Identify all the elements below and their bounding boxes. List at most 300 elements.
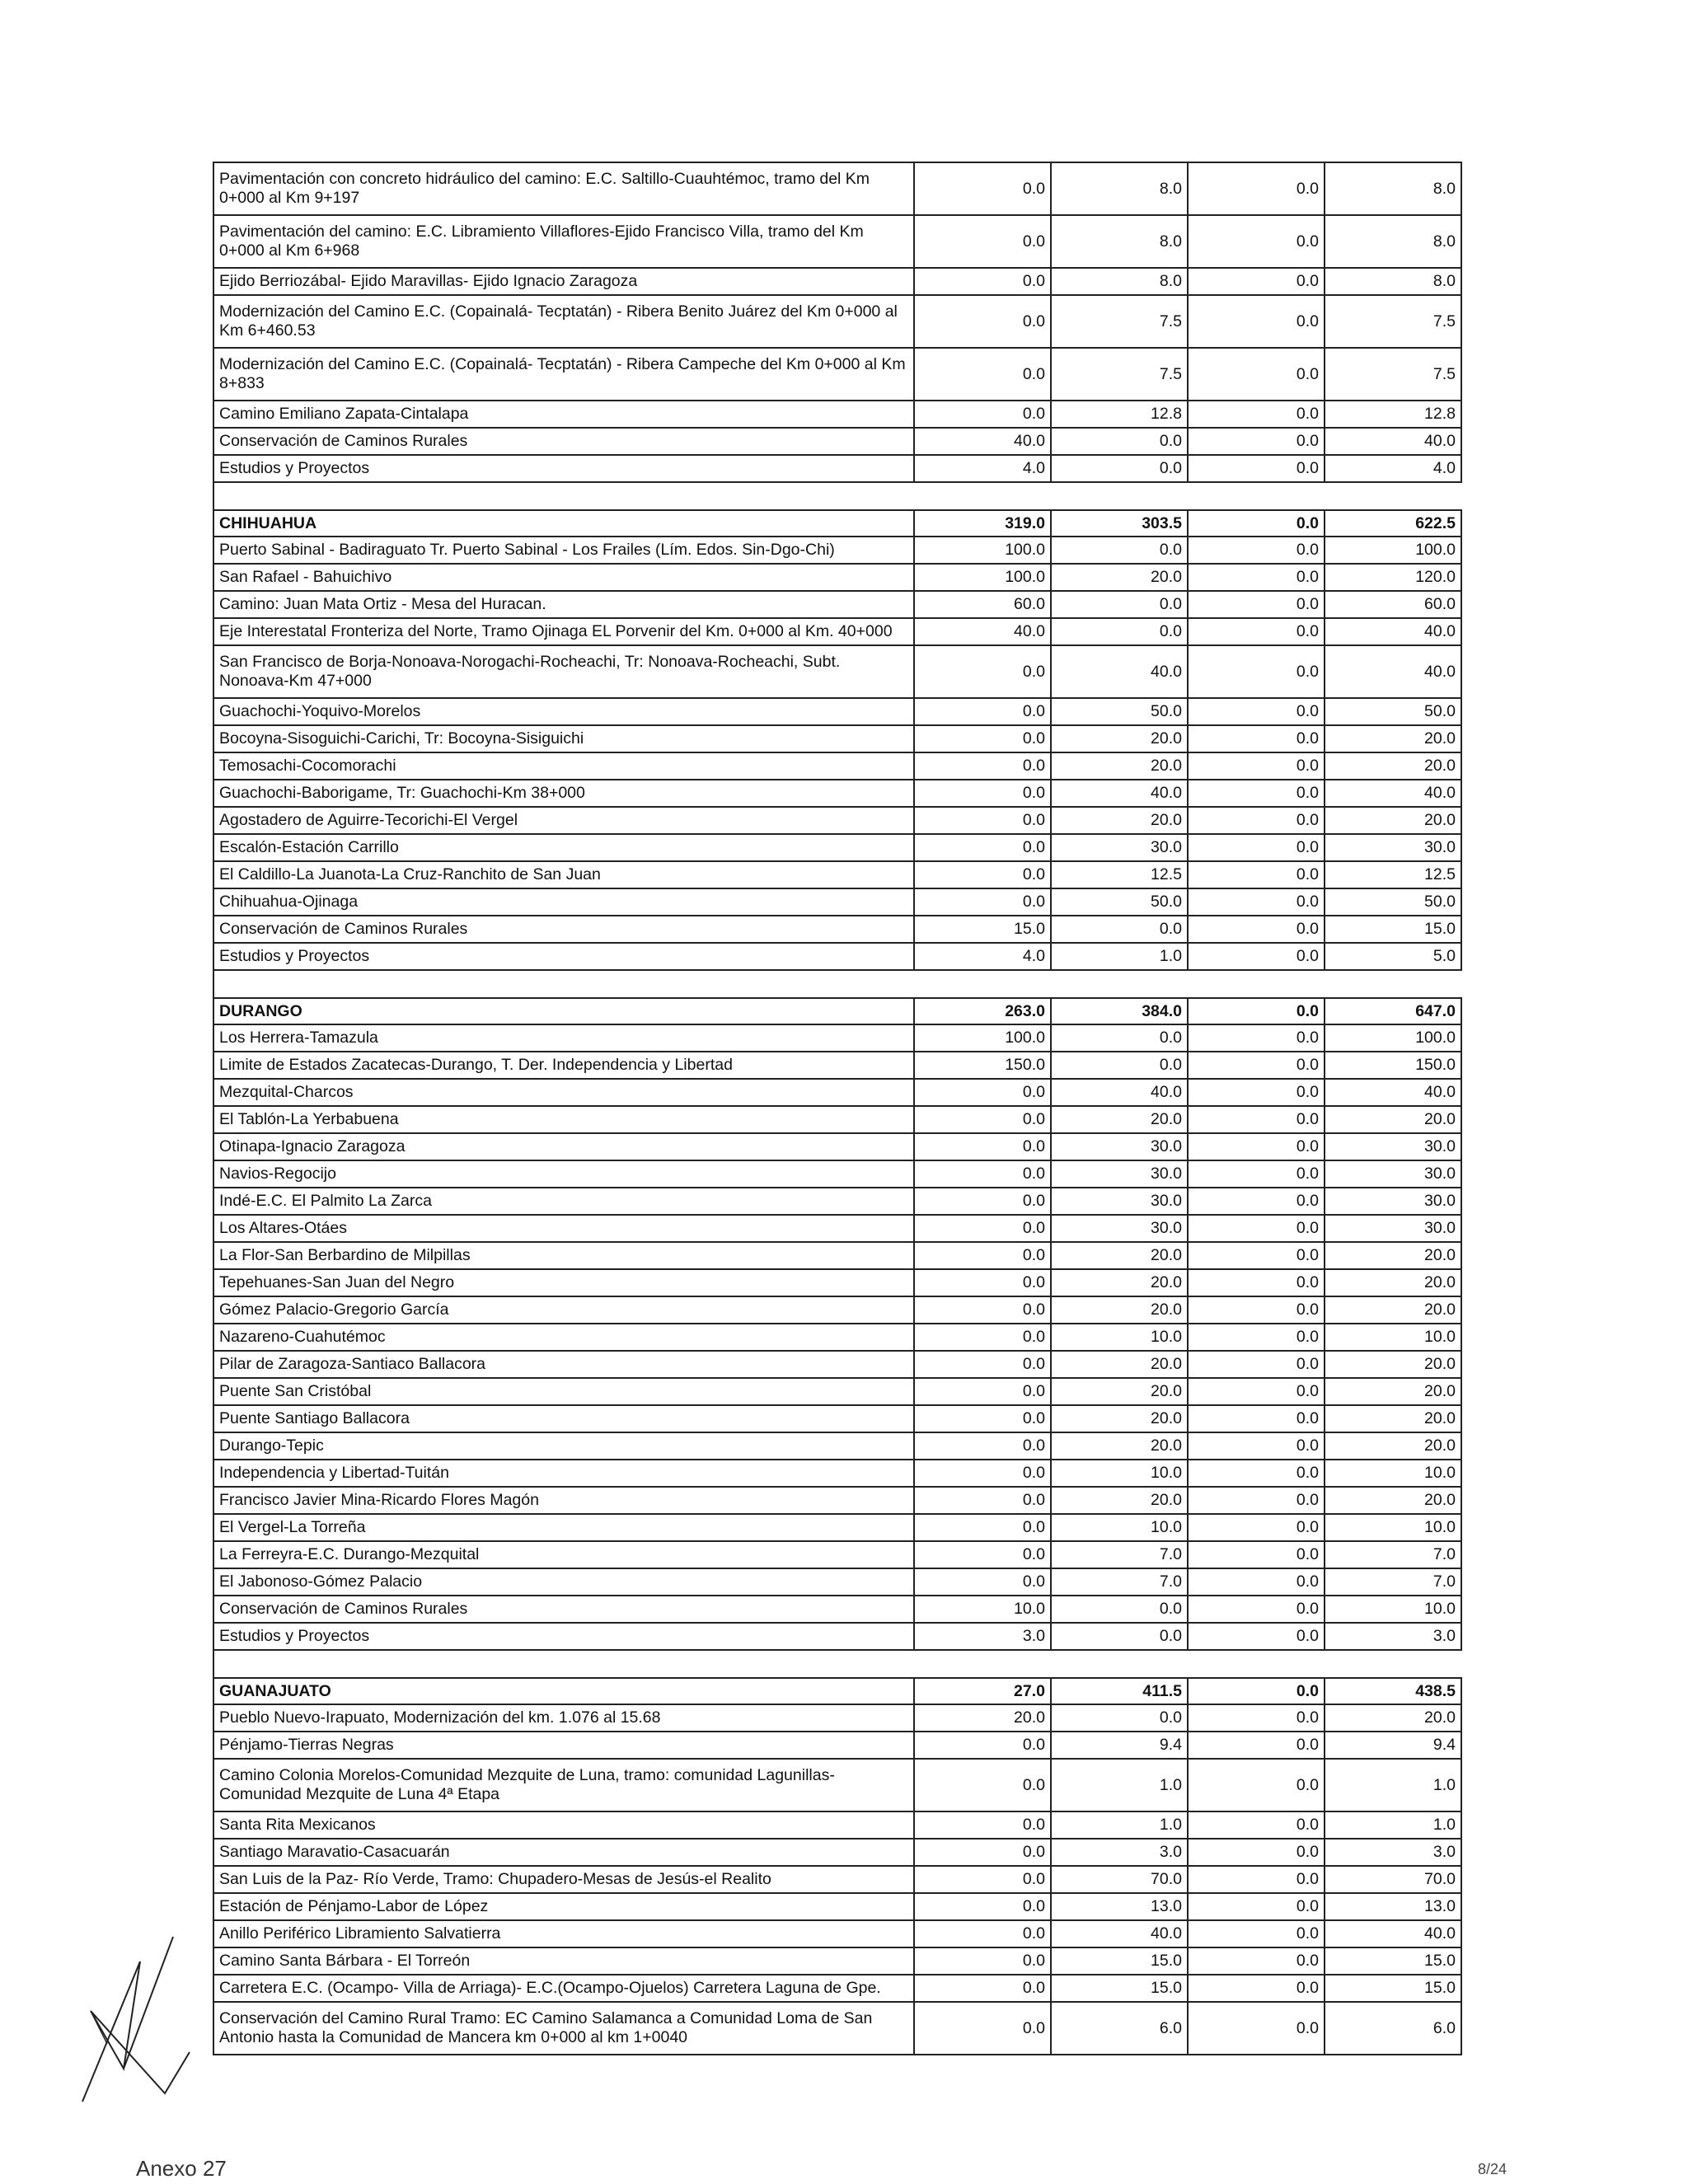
amount-cell: 20.0	[1051, 807, 1188, 834]
road-name: Estudios y Proyectos	[213, 943, 914, 970]
table-row	[213, 455, 1461, 482]
amount-cell: 20.0	[1325, 752, 1461, 780]
amount-cell: 20.0	[1325, 1405, 1461, 1432]
amount-cell: 13.0	[1325, 1893, 1461, 1920]
road-name: La Flor-San Berbardino de Milpillas	[213, 1242, 914, 1269]
table-row	[213, 1732, 1461, 1759]
amount-cell: 0.0	[1188, 1079, 1325, 1106]
amount-cell: 0.0	[1188, 1487, 1325, 1514]
table-row	[213, 1596, 1461, 1623]
amount-cell: 20.0	[1325, 725, 1461, 752]
amount-cell: 0.0	[914, 1920, 1051, 1947]
amount-cell: 7.5	[1325, 295, 1461, 348]
amount-cell: 0.0	[914, 1541, 1051, 1568]
road-name: Conservación de Caminos Rurales	[213, 428, 914, 455]
road-name: Tepehuanes-San Juan del Negro	[213, 1269, 914, 1296]
amount-cell: 0.0	[1051, 1596, 1188, 1623]
amount-cell: 100.0	[914, 537, 1051, 564]
road-name: Escalón-Estación Carrillo	[213, 834, 914, 861]
amount-cell: 30.0	[1051, 834, 1188, 861]
amount-cell: 150.0	[1325, 1052, 1461, 1079]
road-name: Estudios y Proyectos	[213, 1623, 914, 1650]
table-row	[213, 861, 1461, 888]
amount-cell: 0.0	[914, 1947, 1051, 1975]
table-row	[213, 1378, 1461, 1405]
amount-cell: 0.0	[1188, 1215, 1325, 1242]
amount-cell: 647.0	[1325, 998, 1461, 1024]
road-name: Puente Santiago Ballacora	[213, 1405, 914, 1432]
amount-cell: 0.0	[914, 268, 1051, 295]
amount-cell: 0.0	[1051, 618, 1188, 645]
amount-cell: 0.0	[914, 401, 1051, 428]
amount-cell: 7.5	[1051, 295, 1188, 348]
amount-cell: 120.0	[1325, 564, 1461, 591]
table-row	[213, 401, 1461, 428]
table-row	[213, 1759, 1461, 1811]
amount-cell: 20.0	[1325, 1351, 1461, 1378]
amount-cell: 0.0	[1051, 1623, 1188, 1650]
road-name: San Luis de la Paz- Río Verde, Tramo: Chupadero-Mesas de Jesús-el Realito	[213, 1866, 914, 1893]
amount-cell: 40.0	[914, 618, 1051, 645]
road-name: La Ferreyra-E.C. Durango-Mezquital	[213, 1541, 914, 1568]
table-row	[213, 780, 1461, 807]
budget-table	[213, 162, 1462, 2055]
amount-cell: 10.0	[1325, 1514, 1461, 1541]
amount-cell: 0.0	[914, 1732, 1051, 1759]
amount-cell: 6.0	[1325, 2002, 1461, 2055]
amount-cell: 40.0	[1051, 645, 1188, 698]
amount-cell: 0.0	[1188, 1732, 1325, 1759]
road-name: San Francisco de Borja-Nonoava-Norogachi-Rocheachi, Tr: Nonoava-Rocheachi, Subt. Nonoava-Km 47+000	[213, 645, 914, 698]
amount-cell: 9.4	[1325, 1732, 1461, 1759]
table-row	[213, 2002, 1461, 2055]
amount-cell: 0.0	[1188, 268, 1325, 295]
road-name: El Tablón-La Yerbabuena	[213, 1106, 914, 1133]
amount-cell: 30.0	[1051, 1133, 1188, 1160]
spacer-cell	[213, 1650, 914, 1678]
amount-cell: 0.0	[914, 888, 1051, 916]
amount-cell: 20.0	[1051, 1106, 1188, 1133]
road-name: Los Herrera-Tamazula	[213, 1024, 914, 1052]
amount-cell: 0.0	[1188, 1460, 1325, 1487]
amount-cell: 12.5	[1051, 861, 1188, 888]
amount-cell: 40.0	[1051, 780, 1188, 807]
amount-cell: 0.0	[1188, 1106, 1325, 1133]
table-row	[213, 1160, 1461, 1188]
amount-cell: 0.0	[914, 1378, 1051, 1405]
road-name: Agostadero de Aguirre-Tecorichi-El Vergel	[213, 807, 914, 834]
amount-cell: 0.0	[1188, 1024, 1325, 1052]
road-name: Pavimentación con concreto hidráulico del camino: E.C. Saltillo-Cuauhtémoc, tramo del Km 0+000 al Km 9+197	[213, 162, 914, 215]
amount-cell: 0.0	[914, 1893, 1051, 1920]
road-name: Conservación del Camino Rural Tramo: EC Camino Salamanca a Comunidad Loma de San Antonio hasta la Comunidad de Mancera km 0+000 al km 1+0040	[213, 2002, 914, 2055]
amount-cell: 0.0	[1051, 455, 1188, 482]
amount-cell: 10.0	[1051, 1460, 1188, 1487]
amount-cell: 20.0	[914, 1704, 1051, 1732]
amount-cell: 622.5	[1325, 510, 1461, 537]
spacer-cell	[213, 970, 914, 998]
amount-cell: 8.0	[1051, 268, 1188, 295]
amount-cell: 4.0	[1325, 455, 1461, 482]
road-name: Otinapa-Ignacio Zaragoza	[213, 1133, 914, 1160]
amount-cell: 10.0	[1051, 1324, 1188, 1351]
amount-cell: 0.0	[1188, 1405, 1325, 1432]
amount-cell: 3.0	[1051, 1839, 1188, 1866]
amount-cell: 0.0	[1188, 780, 1325, 807]
road-name: El Vergel-La Torreña	[213, 1514, 914, 1541]
amount-cell: 30.0	[1325, 1188, 1461, 1215]
amount-cell: 70.0	[1051, 1866, 1188, 1893]
amount-cell: 0.0	[914, 807, 1051, 834]
table-row	[213, 215, 1461, 268]
amount-cell: 0.0	[1188, 455, 1325, 482]
amount-cell: 0.0	[1188, 645, 1325, 698]
amount-cell: 20.0	[1325, 1432, 1461, 1460]
table-row	[213, 162, 1461, 215]
amount-cell: 40.0	[1051, 1920, 1188, 1947]
amount-cell: 0.0	[1188, 1623, 1325, 1650]
amount-cell: 4.0	[914, 455, 1051, 482]
amount-cell: 0.0	[914, 1460, 1051, 1487]
table-row	[213, 1704, 1461, 1732]
amount-cell: 15.0	[1325, 1975, 1461, 2002]
amount-cell: 0.0	[914, 1839, 1051, 1866]
table-row	[213, 591, 1461, 618]
amount-cell: 7.0	[1325, 1541, 1461, 1568]
amount-cell: 0.0	[1188, 1811, 1325, 1839]
handwritten-signature	[74, 1929, 206, 2110]
table-row	[213, 1541, 1461, 1568]
amount-cell: 30.0	[1325, 1133, 1461, 1160]
amount-cell: 0.0	[1188, 998, 1325, 1024]
road-name: Nazareno-Cuahutémoc	[213, 1324, 914, 1351]
amount-cell: 40.0	[1051, 1079, 1188, 1106]
amount-cell: 0.0	[914, 1269, 1051, 1296]
table-row	[213, 618, 1461, 645]
amount-cell: 9.4	[1051, 1732, 1188, 1759]
amount-cell: 0.0	[1188, 943, 1325, 970]
amount-cell: 0.0	[1188, 1541, 1325, 1568]
amount-cell: 50.0	[1325, 888, 1461, 916]
road-name: Camino Emiliano Zapata-Cintalapa	[213, 401, 914, 428]
amount-cell: 0.0	[914, 1514, 1051, 1541]
amount-cell: 100.0	[914, 564, 1051, 591]
amount-cell: 0.0	[914, 1759, 1051, 1811]
amount-cell: 30.0	[1051, 1215, 1188, 1242]
table-row	[213, 1106, 1461, 1133]
road-name: Durango-Tepic	[213, 1432, 914, 1460]
table-row	[213, 1269, 1461, 1296]
table-row	[213, 1052, 1461, 1079]
amount-cell: 20.0	[1325, 807, 1461, 834]
amount-cell: 8.0	[1051, 215, 1188, 268]
amount-cell: 20.0	[1051, 1269, 1188, 1296]
amount-cell: 3.0	[1325, 1839, 1461, 1866]
table-row	[213, 268, 1461, 295]
amount-cell: 0.0	[914, 1405, 1051, 1432]
amount-cell: 0.0	[914, 1351, 1051, 1378]
table-row	[213, 1079, 1461, 1106]
amount-cell: 0.0	[1188, 428, 1325, 455]
road-name: San Rafael - Bahuichivo	[213, 564, 914, 591]
table-row	[213, 1920, 1461, 1947]
amount-cell: 20.0	[1051, 1242, 1188, 1269]
amount-cell: 0.0	[1051, 1052, 1188, 1079]
table-row	[213, 1947, 1461, 1975]
road-name: Modernización del Camino E.C. (Copainalá- Tecptatán) - Ribera Campeche del Km 0+000 al Km 8+833	[213, 348, 914, 401]
table-row	[213, 1487, 1461, 1514]
annex-label: Anexo 27	[136, 2156, 227, 2181]
road-name: Santiago Maravatio-Casacuarán	[213, 1839, 914, 1866]
table-row	[213, 1188, 1461, 1215]
road-name: Estudios y Proyectos	[213, 455, 914, 482]
amount-cell: 0.0	[1188, 1839, 1325, 1866]
amount-cell: 7.0	[1051, 1541, 1188, 1568]
amount-cell: 0.0	[914, 834, 1051, 861]
amount-cell: 0.0	[914, 1188, 1051, 1215]
state-name: DURANGO	[213, 998, 914, 1024]
amount-cell: 0.0	[1188, 834, 1325, 861]
amount-cell: 20.0	[1051, 1405, 1188, 1432]
amount-cell: 0.0	[1188, 1378, 1325, 1405]
amount-cell: 3.0	[1325, 1623, 1461, 1650]
table-row	[213, 1866, 1461, 1893]
road-name: Guachochi-Yoquivo-Morelos	[213, 698, 914, 725]
amount-cell: 20.0	[1051, 725, 1188, 752]
amount-cell: 13.0	[1051, 1893, 1188, 1920]
amount-cell: 0.0	[1051, 537, 1188, 564]
road-name: El Caldillo-La Juanota-La Cruz-Ranchito de San Juan	[213, 861, 914, 888]
table-row	[213, 428, 1461, 455]
amount-cell: 0.0	[1188, 564, 1325, 591]
table-row	[213, 1242, 1461, 1269]
amount-cell: 20.0	[1051, 564, 1188, 591]
amount-cell: 40.0	[1325, 645, 1461, 698]
table-row	[213, 698, 1461, 725]
amount-cell: 20.0	[1325, 1704, 1461, 1732]
amount-cell: 12.5	[1325, 861, 1461, 888]
amount-cell: 7.5	[1051, 348, 1188, 401]
state-name: GUANAJUATO	[213, 1678, 914, 1704]
amount-cell: 60.0	[1325, 591, 1461, 618]
amount-cell: 30.0	[1051, 1160, 1188, 1188]
table-row	[213, 752, 1461, 780]
amount-cell: 0.0	[914, 725, 1051, 752]
road-name: Modernización del Camino E.C. (Copainalá- Tecptatán) - Ribera Benito Juárez del Km 0+000 al Km 6+460.53	[213, 295, 914, 348]
amount-cell: 263.0	[914, 998, 1051, 1024]
amount-cell: 15.0	[914, 916, 1051, 943]
table-row	[213, 943, 1461, 970]
amount-cell: 0.0	[1188, 1514, 1325, 1541]
road-name: Conservación de Caminos Rurales	[213, 916, 914, 943]
amount-cell: 6.0	[1051, 2002, 1188, 2055]
amount-cell: 0.0	[914, 295, 1051, 348]
table-row	[213, 348, 1461, 401]
section-spacer	[213, 1650, 1461, 1678]
amount-cell: 10.0	[914, 1596, 1051, 1623]
amount-cell: 0.0	[1188, 1351, 1325, 1378]
amount-cell: 3.0	[914, 1623, 1051, 1650]
amount-cell: 20.0	[1051, 1296, 1188, 1324]
road-name: Pénjamo-Tierras Negras	[213, 1732, 914, 1759]
road-name: Conservación de Caminos Rurales	[213, 1596, 914, 1623]
amount-cell: 0.0	[914, 1432, 1051, 1460]
amount-cell: 0.0	[1188, 1269, 1325, 1296]
amount-cell: 0.0	[1188, 2002, 1325, 2055]
amount-cell: 0.0	[1188, 1133, 1325, 1160]
table-row	[213, 1215, 1461, 1242]
amount-cell: 15.0	[1051, 1975, 1188, 2002]
table-row	[213, 1514, 1461, 1541]
amount-cell: 40.0	[1325, 1920, 1461, 1947]
amount-cell: 0.0	[1051, 591, 1188, 618]
amount-cell: 0.0	[1188, 1975, 1325, 2002]
amount-cell: 70.0	[1325, 1866, 1461, 1893]
road-name: Estación de Pénjamo-Labor de López	[213, 1893, 914, 1920]
amount-cell: 12.8	[1051, 401, 1188, 428]
table-row	[213, 1324, 1461, 1351]
table-row	[213, 1893, 1461, 1920]
table-row	[213, 1839, 1461, 1866]
amount-cell: 8.0	[1325, 215, 1461, 268]
table-row	[213, 916, 1461, 943]
amount-cell: 0.0	[1188, 1866, 1325, 1893]
amount-cell: 4.0	[914, 943, 1051, 970]
table-row	[213, 834, 1461, 861]
amount-cell: 0.0	[1188, 537, 1325, 564]
amount-cell: 0.0	[914, 752, 1051, 780]
amount-cell: 0.0	[1188, 215, 1325, 268]
table-row	[213, 1460, 1461, 1487]
road-name: Bocoyna-Sisoguichi-Carichi, Tr: Bocoyna-Sisiguichi	[213, 725, 914, 752]
amount-cell: 100.0	[914, 1024, 1051, 1052]
amount-cell: 20.0	[1325, 1296, 1461, 1324]
amount-cell: 0.0	[1188, 1296, 1325, 1324]
spacer-cell	[213, 482, 914, 510]
road-name: Camino Colonia Morelos-Comunidad Mezquite de Luna, tramo: comunidad Lagunillas-Comunidad Mezquite de Luna 4ª Etapa	[213, 1759, 914, 1811]
amount-cell: 0.0	[914, 1106, 1051, 1133]
amount-cell: 319.0	[914, 510, 1051, 537]
amount-cell: 0.0	[1188, 618, 1325, 645]
amount-cell: 0.0	[1051, 428, 1188, 455]
amount-cell: 0.0	[1188, 861, 1325, 888]
amount-cell: 0.0	[1188, 1596, 1325, 1623]
road-name: Camino Santa Bárbara - El Torreón	[213, 1947, 914, 1975]
table-row	[213, 888, 1461, 916]
road-name: Gómez Palacio-Gregorio García	[213, 1296, 914, 1324]
amount-cell: 411.5	[1051, 1678, 1188, 1704]
amount-cell: 5.0	[1325, 943, 1461, 970]
amount-cell: 15.0	[1325, 916, 1461, 943]
amount-cell: 0.0	[914, 645, 1051, 698]
table-row	[213, 645, 1461, 698]
amount-cell: 0.0	[1188, 348, 1325, 401]
amount-cell: 0.0	[1051, 1024, 1188, 1052]
amount-cell: 20.0	[1325, 1487, 1461, 1514]
table-row	[213, 1975, 1461, 2002]
amount-cell: 30.0	[1325, 834, 1461, 861]
state-total-row	[213, 998, 1461, 1024]
amount-cell: 0.0	[914, 1324, 1051, 1351]
road-name: Pueblo Nuevo-Irapuato, Modernización del km. 1.076 al 15.68	[213, 1704, 914, 1732]
road-name: Independencia y Libertad-Tuitán	[213, 1460, 914, 1487]
amount-cell: 40.0	[1325, 618, 1461, 645]
amount-cell: 8.0	[1325, 268, 1461, 295]
amount-cell: 100.0	[1325, 537, 1461, 564]
amount-cell: 0.0	[914, 1133, 1051, 1160]
amount-cell: 0.0	[1188, 1704, 1325, 1732]
amount-cell: 0.0	[914, 861, 1051, 888]
amount-cell: 0.0	[914, 1079, 1051, 1106]
amount-cell: 20.0	[1325, 1378, 1461, 1405]
amount-cell: 1.0	[1051, 1811, 1188, 1839]
road-name: Mezquital-Charcos	[213, 1079, 914, 1106]
amount-cell: 7.5	[1325, 348, 1461, 401]
amount-cell: 0.0	[1188, 1568, 1325, 1596]
amount-cell: 0.0	[914, 1242, 1051, 1269]
amount-cell: 0.0	[1188, 1920, 1325, 1947]
amount-cell: 20.0	[1051, 1351, 1188, 1378]
amount-cell: 12.8	[1325, 401, 1461, 428]
table-row	[213, 1024, 1461, 1052]
amount-cell: 10.0	[1325, 1596, 1461, 1623]
amount-cell: 0.0	[1188, 401, 1325, 428]
amount-cell: 0.0	[914, 1568, 1051, 1596]
amount-cell: 30.0	[1051, 1188, 1188, 1215]
amount-cell: 8.0	[1325, 162, 1461, 215]
table-row	[213, 1296, 1461, 1324]
state-total-row	[213, 510, 1461, 537]
amount-cell: 20.0	[1051, 1487, 1188, 1514]
road-name: Ejido Berriozábal- Ejido Maravillas- Ejido Ignacio Zaragoza	[213, 268, 914, 295]
amount-cell: 0.0	[1051, 1704, 1188, 1732]
table-row	[213, 1811, 1461, 1839]
spacer-cell	[914, 482, 1461, 510]
amount-cell: 20.0	[1051, 752, 1188, 780]
amount-cell: 0.0	[1188, 807, 1325, 834]
road-name: Pilar de Zaragoza-Santiaco Ballacora	[213, 1351, 914, 1378]
state-total-row	[213, 1678, 1461, 1704]
table-row	[213, 1351, 1461, 1378]
amount-cell: 0.0	[1188, 1432, 1325, 1460]
table-row	[213, 1432, 1461, 1460]
page-number: 8/24	[1477, 2161, 1507, 2177]
spacer-cell	[914, 970, 1461, 998]
amount-cell: 0.0	[914, 1296, 1051, 1324]
amount-cell: 0.0	[1188, 888, 1325, 916]
amount-cell: 0.0	[914, 698, 1051, 725]
amount-cell: 0.0	[1188, 162, 1325, 215]
amount-cell: 0.0	[1188, 916, 1325, 943]
amount-cell: 0.0	[1188, 752, 1325, 780]
road-name: Temosachi-Cocomorachi	[213, 752, 914, 780]
amount-cell: 60.0	[914, 591, 1051, 618]
amount-cell: 40.0	[1325, 780, 1461, 807]
road-name: Navios-Regocijo	[213, 1160, 914, 1188]
amount-cell: 438.5	[1325, 1678, 1461, 1704]
amount-cell: 0.0	[914, 1975, 1051, 2002]
state-name: CHIHUAHUA	[213, 510, 914, 537]
amount-cell: 50.0	[1051, 888, 1188, 916]
amount-cell: 0.0	[1188, 725, 1325, 752]
amount-cell: 1.0	[1325, 1759, 1461, 1811]
amount-cell: 0.0	[1188, 1052, 1325, 1079]
amount-cell: 15.0	[1051, 1947, 1188, 1975]
amount-cell: 1.0	[1325, 1811, 1461, 1839]
table-row	[213, 1568, 1461, 1596]
amount-cell: 7.0	[1051, 1568, 1188, 1596]
amount-cell: 303.5	[1051, 510, 1188, 537]
